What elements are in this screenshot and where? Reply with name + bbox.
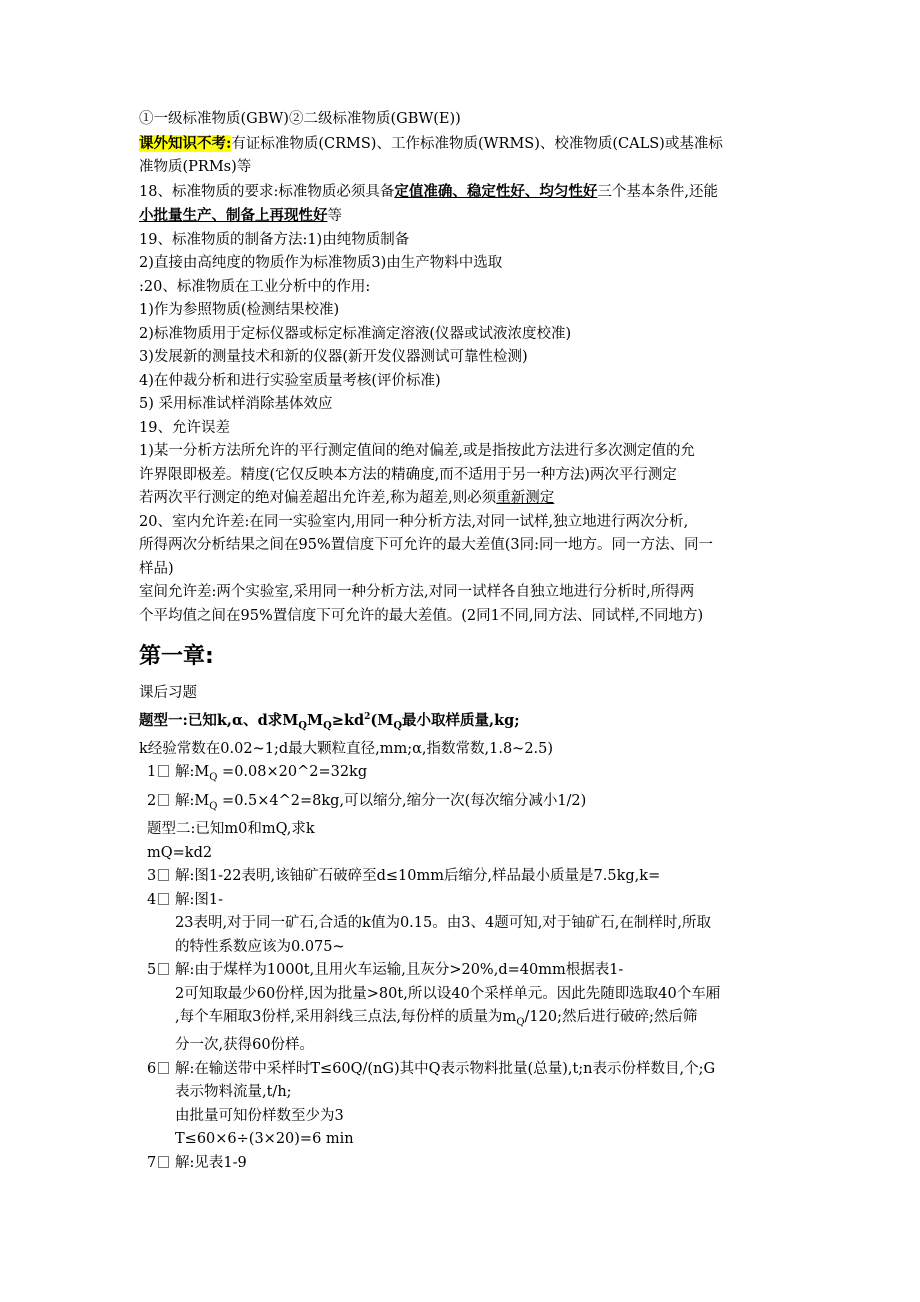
list-item — [139, 889, 789, 960]
text-line: :20、标准物质在工业分析中的作用: — [139, 278, 371, 295]
text-span: 题型一:已知k,α、d求M — [139, 711, 299, 729]
checkbox-glyph — [158, 869, 169, 881]
text-line: 分一次,获得60份样。 — [175, 1037, 315, 1054]
text-line — [139, 180, 789, 205]
text-span: 若两次平行测定的绝对偏差超出允许差,称为超差,则必须 — [139, 490, 497, 506]
text-span: 最小取样质量,kg; — [402, 711, 520, 729]
chapter-heading: 第一章: — [139, 644, 214, 669]
text-span: 解:M — [175, 792, 210, 809]
subscript: Q — [323, 720, 332, 732]
text-line: T≤60×6÷(3×20)=6 min — [175, 1131, 354, 1148]
text-line: 许界限即极差。精度(它仅反映本方法的精确度,而不适用于另一种方法)两次平行测定 — [139, 466, 677, 483]
text-span: 有证标准物质(CRMS)、工作标准物质(WRMS)、校准物质(CALS)或基准标 — [231, 135, 723, 152]
subscript: Q — [209, 772, 218, 784]
text-span: =0.5×4^2=8kg,可以缩分,缩分一次(每次缩分减小1/2) — [217, 792, 587, 809]
underlined-text: 重新测定 — [496, 490, 555, 506]
text-span: (M — [370, 711, 394, 729]
item-body — [175, 889, 789, 960]
list-item — [139, 1058, 789, 1152]
subscript: Q — [298, 720, 308, 732]
text-span: /120;然后进行破碎;然后筛 — [524, 1009, 698, 1025]
list-item — [139, 790, 789, 818]
text-line: 19、允许误差 — [139, 419, 230, 436]
text-line: k经验常数在0.02~1;d最大颗粒直径,mm;α,指数常数,1.8~2.5) — [139, 740, 554, 757]
checkbox-glyph — [158, 765, 169, 777]
formula-line: mQ=kd2 — [147, 844, 213, 861]
text-line: 的特性系数应该为0.075~ — [175, 938, 345, 955]
superscript: 2 — [364, 711, 371, 722]
text-span: M — [307, 711, 324, 729]
text-span: ,每个车厢取3份样,采用斜线三点法,每份样的质量为m — [175, 1009, 517, 1025]
text-line: 样品) — [139, 560, 174, 577]
text-span: 18、标准物质的要求:标准物质必须具备 — [139, 183, 395, 200]
subscript: Q — [393, 720, 403, 732]
subscript: Q — [516, 1016, 525, 1028]
text-line: 1)作为参照物质(检测结果校准) — [139, 302, 340, 318]
emphasis-text: 定值准确、稳定性好、均匀性好 — [394, 182, 598, 200]
text-line: 19、标准物质的制备方法:1)由纯物质制备 — [139, 231, 410, 248]
text-line: 解:在输送带中采样时T≤60Q/(nG)其中Q表示物料批量(总量),t;n表示份样数目,个;G — [175, 1060, 716, 1077]
checkbox-glyph — [158, 1062, 169, 1074]
item-body — [175, 790, 789, 818]
text-line: 2可知取最少60份样,因为批量>80t,所以设40个采样单元。因此先随即选取40个车厢 — [175, 985, 721, 1002]
text-line: ①一级标准物质(GBW)②二级标准物质(GBW(E)) — [139, 111, 461, 127]
text-line: 表示物料流量,t/h; — [175, 1084, 292, 1101]
item-body: 解:见表1-9 — [175, 1154, 247, 1171]
text-span: =0.08×20^2=32kg — [217, 764, 368, 781]
checkbox-glyph — [158, 794, 169, 806]
text-line: 由批量可知份样数至少为3 — [175, 1107, 344, 1124]
item-number: 6 — [147, 1058, 169, 1082]
text-line — [175, 1006, 789, 1034]
text-line — [139, 487, 789, 511]
text-line: 1)某一分析方法所允许的平行测定值间的绝对偏差,或是指按此方法进行多次测定值的允 — [139, 443, 695, 459]
question-type-2: 题型二:已知m0和mQ,求k — [147, 821, 315, 837]
item-number: 3 — [147, 865, 169, 889]
item-body — [175, 1058, 789, 1152]
checkbox-glyph — [158, 893, 169, 905]
item-number: 4 — [147, 889, 169, 913]
text-line: 准物质(PRMs)等 — [139, 159, 252, 175]
section-title: 课后习题 — [139, 685, 197, 701]
text-line: 个平均值之间在95%置信度下可允许的最大差值。(2同1不同,同方法、同试样,不同地方) — [139, 607, 704, 624]
item-body — [175, 761, 789, 789]
text-line — [139, 132, 789, 157]
text-line: 2)标准物质用于定标仪器或标定标准滴定溶液(仪器或试液浓度校准) — [139, 325, 572, 342]
document-page — [139, 108, 789, 1175]
text-line: 5) 采用标准试样消除基体效应 — [139, 396, 333, 412]
item-number: 7 — [147, 1152, 169, 1176]
text-line: 解:由于煤样为1000t,且用火车运输,且灰分>20%,d=40mm根据表1- — [175, 962, 624, 978]
item-number: 5 — [147, 959, 169, 983]
text-span: 解:M — [175, 764, 210, 781]
checkbox-glyph — [158, 1156, 169, 1168]
text-span: 等 — [327, 208, 342, 224]
item-body — [175, 959, 789, 1058]
list-item — [139, 1152, 789, 1176]
text-line: 23表明,对于同一矿石,合适的k值为0.15。由3、4题可知,对于铀矿石,在制样时,所取 — [175, 915, 712, 931]
text-span: ≥kd — [331, 711, 365, 729]
text-line: 3)发展新的测量技术和新的仪器(新开发仪器测试可靠性检测) — [139, 349, 528, 365]
text-line: 2)直接由高纯度的物质作为标准物质3)由生产物料中选取 — [139, 255, 503, 271]
highlight-label: 课外知识不考: — [139, 134, 232, 152]
subscript: Q — [209, 800, 218, 812]
list-item — [139, 865, 789, 889]
text-line: 20、室内允许差:在同一实验室内,用同一种分析方法,对同一试样,独立地进行两次分析, — [139, 513, 689, 530]
item-number: 1 — [147, 761, 169, 785]
text-line: 室间允许差:两个实验室,采用同一种分析方法,对同一试样各自独立地进行分析时,所得两 — [139, 584, 695, 600]
item-body: 解:图1-22表明,该铀矿石破碎至d≤10mm后缩分,样品最小质量是7.5kg,k= — [175, 868, 661, 884]
text-line: 所得两次分析结果之间在95%置信度下可允许的最大差值(3同:同一地方。同一方法、同一 — [139, 537, 713, 553]
item-number: 2 — [147, 790, 169, 814]
text-span: 三个基本条件,还能 — [597, 183, 718, 200]
list-item — [139, 761, 789, 789]
question-type-1 — [139, 706, 789, 738]
text-line: 4)在仲裁分析和进行实验室质量考核(评价标准) — [139, 372, 441, 389]
text-line — [139, 204, 789, 229]
checkbox-glyph — [158, 963, 169, 975]
emphasis-text: 小批量生产、制备上再现性好 — [139, 207, 328, 224]
text-line: 解:图1- — [175, 891, 224, 908]
list-item — [139, 959, 789, 1058]
